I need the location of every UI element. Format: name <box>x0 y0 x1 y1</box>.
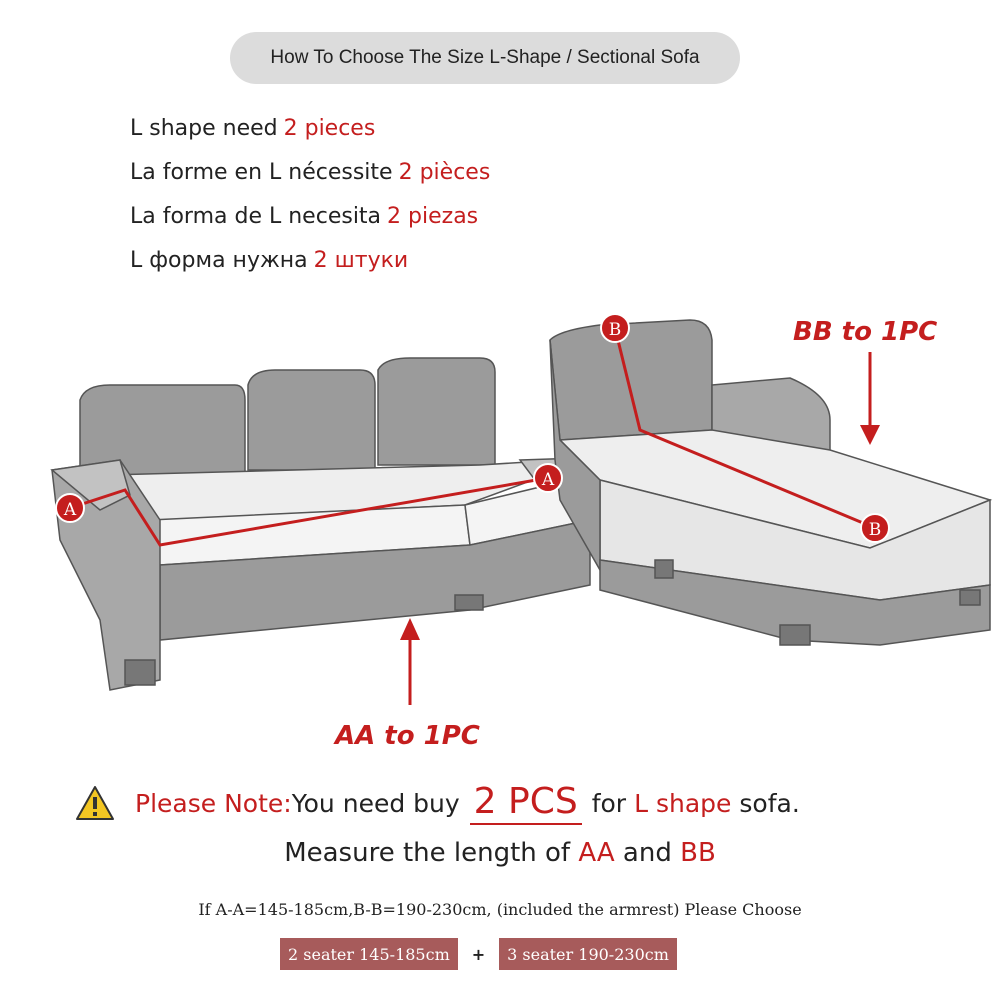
choice-2-seater: 2 seater 145-185cm <box>280 938 458 970</box>
note-lshape: L shape <box>634 788 732 818</box>
plus-sign: + <box>471 944 486 964</box>
svg-text:B: B <box>608 320 622 340</box>
right-chaise-illustration <box>550 320 990 645</box>
marker-b-top-icon <box>601 314 629 342</box>
note-prefix: Please Note: <box>135 788 292 818</box>
lang-line-fr: La forme en L nécessite 2 pièces <box>130 160 491 185</box>
note-text3: sofa. <box>739 788 800 818</box>
svg-text:B: B <box>868 520 882 540</box>
arrow-aa-up-icon <box>400 618 420 705</box>
label-bb: BB to 1PC <box>793 317 938 347</box>
note-line <box>75 778 975 828</box>
choice-3-seater: 3 seater 190-230cm <box>499 938 677 970</box>
header-pill <box>230 32 740 84</box>
measure-bb: BB <box>680 838 716 868</box>
choice-row <box>280 936 677 972</box>
marker-a-left-icon <box>56 494 84 522</box>
left-sofa-illustration <box>52 358 590 690</box>
lang-line-es: La forma de L necesita 2 piezas <box>130 204 479 229</box>
lang-line-ru: L форма нужна 2 штуки <box>130 248 409 273</box>
measure-aa: AA <box>578 838 615 868</box>
note-text2: for <box>591 788 627 818</box>
header-title: How To Choose The Size L-Shape / Sectional Sofa <box>270 47 700 68</box>
arrow-bb-down-icon <box>860 352 880 445</box>
svg-text:A: A <box>63 500 77 520</box>
note-pcs: 2 PCS <box>470 781 582 825</box>
marker-b-bottom-icon <box>861 514 889 542</box>
lang-line-en: L shape need 2 pieces <box>130 116 376 141</box>
language-list <box>130 116 490 292</box>
measure-line: Measure the length of AA and BB <box>284 838 716 868</box>
size-range-text: If A-A=145-185cm,B-B=190-230cm, (included the armrest) Please Choose <box>198 900 802 919</box>
sofa-diagram <box>0 300 1000 760</box>
warning-icon <box>75 785 115 821</box>
label-aa: AA to 1PC <box>335 721 480 751</box>
note-text1: You need buy <box>291 788 460 818</box>
marker-a-right-icon <box>534 464 562 492</box>
svg-text:A: A <box>541 470 555 490</box>
